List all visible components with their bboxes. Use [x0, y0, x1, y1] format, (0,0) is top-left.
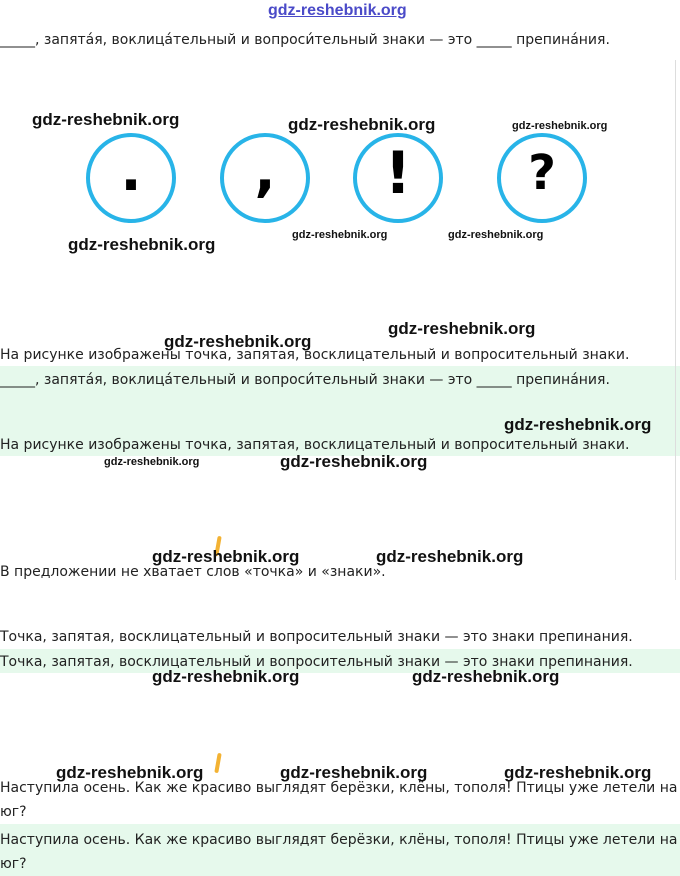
missing-words-note: В предложении не хватает слов «точка» и «знаки». — [0, 564, 386, 580]
exclamation-mark: ! — [384, 139, 412, 207]
next-task-line-2-repeat: юг? — [0, 856, 27, 872]
completed-sentence: Точка, запятая, восклицательный и вопросительный знаки — это знаки препинания. — [0, 629, 633, 645]
watermark: gdz-reshebnik.org — [152, 667, 300, 686]
period-mark: . — [120, 139, 142, 204]
task-prompt: _____, запята́я, воклица́тельный и вопроси́тельный знаки — это _____ препина́ния. — [0, 32, 610, 48]
watermark: gdz-reshebnik.org — [504, 763, 652, 782]
watermark: gdz-reshebnik.org — [32, 110, 180, 129]
question-circle — [497, 133, 587, 223]
watermark: gdz-reshebnik.org — [268, 2, 407, 19]
watermark: gdz-reshebnik.org — [292, 229, 388, 241]
figure-description: На рисунке изображены точка, запятая, восклицательный и вопросительный знаки. — [0, 347, 630, 363]
next-task-line-1: Наступила осень. Как же красиво выглядят берёзки, клёны, тополя! Птицы уже летели на — [0, 780, 678, 796]
task-prompt-repeat: _____, запята́я, воклица́тельный и вопроси́тельный знаки — это _____ препина́ния. — [0, 372, 610, 388]
figure-description-repeat: На рисунке изображены точка, запятая, восклицательный и вопросительный знаки. — [0, 437, 630, 453]
watermark: gdz-reshebnik.org — [376, 547, 524, 566]
comma-mark: , — [254, 139, 276, 204]
question-mark: ? — [528, 145, 556, 201]
page-border — [675, 60, 676, 580]
comma-circle — [220, 133, 310, 223]
watermark: gdz-reshebnik.org — [280, 452, 428, 471]
watermark: gdz-reshebnik.org — [448, 229, 544, 241]
watermark: gdz-reshebnik.org — [388, 319, 536, 338]
exclamation-circle — [353, 133, 443, 223]
watermark: gdz-reshebnik.org — [56, 763, 204, 782]
watermark: gdz-reshebnik.org — [104, 456, 200, 468]
period-circle — [86, 133, 176, 223]
watermark: gdz-reshebnik.org — [152, 547, 300, 566]
next-task-line-1-repeat: Наступила осень. Как же красиво выглядят берёзки, клёны, тополя! Птицы уже летели на — [0, 832, 678, 848]
watermark: gdz-reshebnik.org — [512, 120, 608, 132]
watermark: gdz-reshebnik.org — [164, 332, 312, 351]
completed-sentence-repeat: Точка, запятая, восклицательный и вопросительный знаки — это знаки препинания. — [0, 654, 633, 670]
watermark: gdz-reshebnik.org — [412, 667, 560, 686]
watermark: gdz-reshebnik.org — [288, 115, 436, 134]
watermark: gdz-reshebnik.org — [68, 235, 216, 254]
watermark: gdz-reshebnik.org — [280, 763, 428, 782]
watermark: gdz-reshebnik.org — [504, 415, 652, 434]
highlight-tick — [214, 753, 221, 773]
next-task-line-2: юг? — [0, 804, 27, 820]
